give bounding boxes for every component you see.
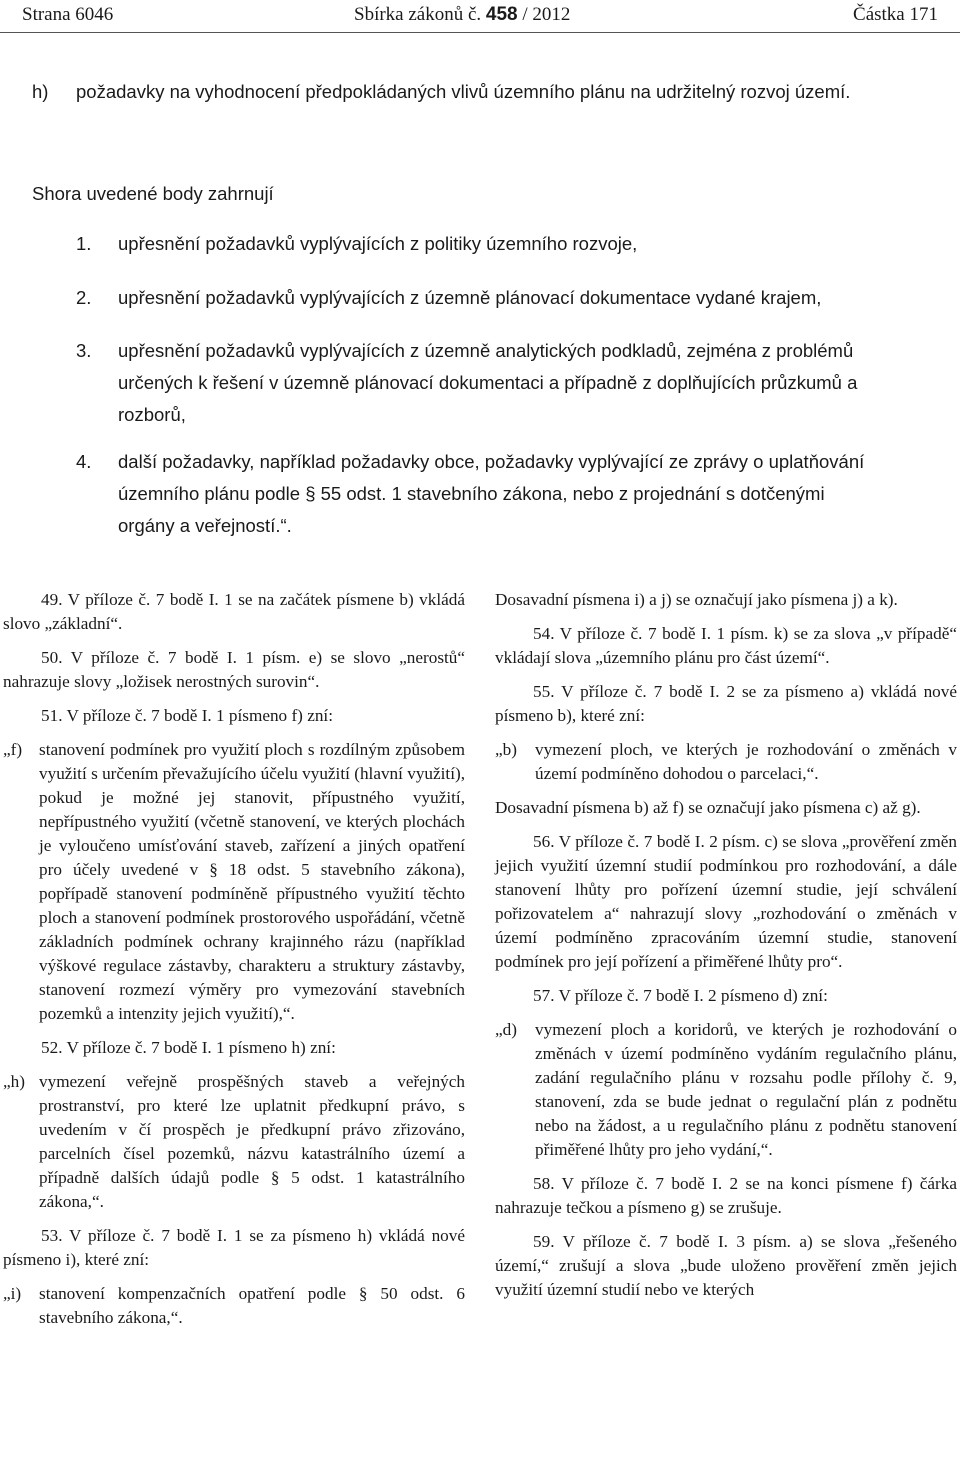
- letter-f-text: stanovení podmínek pro využití ploch s rozdílným způsobem využití s určením převažujícího účelu využití (hlavní využití), pokud je možné jej stanovit, přípustného využití, nepřípustného využití (včetně stanovení, ve kterých plochách je vyloučeno umísťování staveb, zařízení a jiných opatření pro účely uvedené v § 18 odst. 5 stavebního zákona), popřípadě stanovení podmíněně přípustného využití těchto ploch a stanovení podmínek prostorového uspořádání, včetně základních podmínek ochrany krajinného rázu (například výškové regulace zástavby, charakteru a struktury zástavby, stanovení rozmezí výměry pro vymezování stavebních pozemků a intenzity jejich využití),“.: [39, 740, 465, 1023]
- letter-b-text: vymezení ploch, ve kterých je rozhodování o změnách v území podmíněno dohodou o parcelaci,“.: [535, 740, 957, 783]
- item-h: [32, 76, 932, 108]
- letter-h-mark: „h): [3, 1072, 25, 1091]
- left-column: [3, 588, 465, 1330]
- part-number: Částka 171: [853, 4, 938, 25]
- top-item-3-line-2: určených k řešení v územně plánovací dokumentaci a případně z doplňujících průzkumů a: [118, 372, 858, 393]
- letter-b-mark: „b): [495, 740, 517, 759]
- top-item-4-number: 4.: [76, 451, 92, 472]
- letter-i-item: [3, 1282, 465, 1330]
- letter-d-item: [495, 1018, 957, 1162]
- top-item-4-line-2: územního plánu podle § 55 odst. 1 stavebního zákona, nebo z projednání s dotčenými: [118, 483, 825, 504]
- top-item-4-line-3: orgány a veřejností.“.: [118, 515, 292, 536]
- top-item-4-line-1: další požadavky, například požadavky obce, požadavky vyplývající ze zprávy o uplatňování: [118, 451, 865, 472]
- renumbering-note-2: Dosavadní písmena b) až f) se označují jako písmena c) až g).: [495, 798, 921, 817]
- amendment-50: 50. V příloze č. 7 bodě I. 1 písm. e) se slovo „nerostů“ nahrazuje slovy „ložisek nerostných surovin“.: [3, 648, 465, 691]
- letter-b-item: [495, 738, 957, 786]
- law-year: / 2012: [522, 4, 571, 25]
- letter-d-text: vymezení ploch a koridorů, ve kterých je rozhodování o změnách v území podmíněno vydáním regulačního plánu, zadání regulačního plánu v rozsahu podle přílohy č. 9, stanovení, zda se bude jednat o regulační plán z podnětu nebo na žádost, a u regulačního plánu z podnětu stanovení přiměřené lhůty pro jeho vydání,“.: [535, 1020, 957, 1159]
- top-item-2-line-1: upřesnění požadavků vyplývajících z územně plánovací dokumentace vydané krajem,: [118, 287, 822, 308]
- collection-title: [354, 4, 570, 26]
- letter-f-mark: „f): [3, 740, 23, 759]
- letter-d-mark: „d): [495, 1020, 517, 1039]
- letter-i-mark: „i): [3, 1284, 22, 1303]
- law-number: 458: [485, 4, 518, 25]
- top-item-3-number: 3.: [76, 340, 92, 361]
- amendment-49: 49. V příloze č. 7 bodě I. 1 se na začátek písmene b) vkládá slovo „základní“.: [3, 590, 465, 633]
- amendment-57: 57. V příloze č. 7 bodě I. 2 písmeno d) zní:: [533, 986, 828, 1005]
- top-list-item-3: [76, 335, 936, 431]
- top-list-item-4: [76, 446, 936, 542]
- top-item-1-number: 1.: [76, 233, 92, 254]
- page-header: [22, 4, 938, 30]
- letter-h-item: [3, 1070, 465, 1214]
- top-list-item-1: [76, 228, 936, 260]
- top-item-3-line-3: rozborů,: [118, 404, 186, 425]
- amendment-59: 59. V příloze č. 7 bodě I. 3 písm. a) se slova „řešeného území,“ zrušují a slova „bude uloženo prověření změn jejich využití územní studií nebo ve kterých: [495, 1232, 957, 1299]
- amendment-53: 53. V příloze č. 7 bodě I. 1 se za písmeno h) vkládá nové písmeno i), které zní:: [3, 1226, 465, 1269]
- letter-h-text: vymezení veřejně prospěšných staveb a veřejných prostranství, pro které lze uplatnit předkupní právo, s uvedením v čí prospěch je předkupní právo zřizováno, parcelních čísel pozemků, názvu katastrálního území a případně dalších údajů podle § 5 odst. 1 katastrálního zákona,“.: [39, 1072, 465, 1211]
- renumbering-note-1: Dosavadní písmena i) a j) se označují jako písmena j) a k).: [495, 590, 898, 609]
- letter-f-item: [3, 738, 465, 1026]
- intro-text: Shora uvedené body zahrnují: [32, 183, 274, 204]
- collection-name: Sbírka zákonů č.: [354, 4, 482, 25]
- header-rule: [0, 32, 960, 33]
- top-item-2-number: 2.: [76, 287, 92, 308]
- amendment-51: 51. V příloze č. 7 bodě I. 1 písmeno f) zní:: [41, 706, 333, 725]
- top-list-item-2: [76, 282, 936, 314]
- letter-i-text: stanovení kompenzačních opatření podle § 50 odst. 6 stavebního zákona,“.: [39, 1284, 465, 1327]
- top-item-1-line-1: upřesnění požadavků vyplývajících z politiky územního rozvoje,: [118, 233, 638, 254]
- amendment-55: 55. V příloze č. 7 bodě I. 2 se za písmeno a) vkládá nové písmeno b), které zní:: [495, 682, 957, 725]
- top-item-3-line-1: upřesnění požadavků vyplývajících z územně analytických podkladů, zejména z problémů: [118, 340, 854, 361]
- amendment-58: 58. V příloze č. 7 bodě I. 2 se na konci písmene f) čárka nahrazuje tečkou a písmeno g) se zrušuje.: [495, 1174, 957, 1217]
- item-h-label: h): [32, 81, 49, 102]
- amendment-52: 52. V příloze č. 7 bodě I. 1 písmeno h) zní:: [41, 1038, 336, 1057]
- item-h-text: požadavky na vyhodnocení předpokládaných vlivů územního plánu na udržitelný rozvoj území.: [76, 81, 851, 102]
- page-number: Strana 6046: [22, 4, 114, 25]
- amendment-54: 54. V příloze č. 7 bodě I. 1 písm. k) se za slova „v případě“ vkládají slova „územního plánu pro část území“.: [495, 624, 957, 667]
- right-column: [495, 588, 957, 1302]
- amendment-56: 56. V příloze č. 7 bodě I. 2 písm. c) se slova „prověření změn jejich využití územní studií podmínkou pro rozhodování, a dále stanovení lhůty pro pořízení územní studie, její schválení pořizovatelem a“ nahrazují slovy „rozhodování o změnách v území podmíněno zpracováním územní studie, stanovení podmínek pro její pořízení a přiměřené lhůty pro“.: [495, 832, 957, 971]
